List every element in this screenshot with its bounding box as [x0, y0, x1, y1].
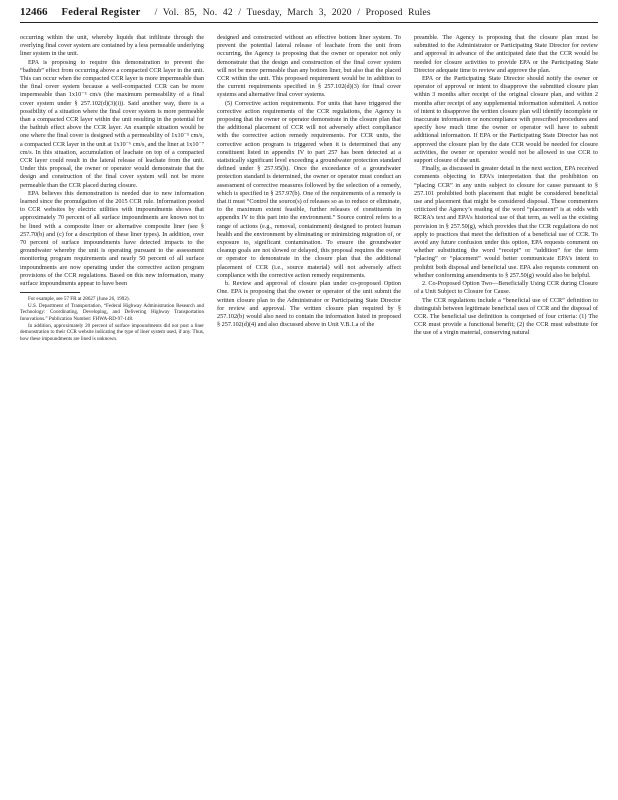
issue-info: / Vol. 85, No. 42 / Tuesday, March 3, 2020 / Proposed Rules: [154, 8, 431, 18]
paragraph: The CCR regulations include a “beneficial use of CCR” definition to distinguish between legitimate beneficial uses of CCR and the disposal of CCR. The beneficial use definition is comprised of four criteria: (1) The CCR must provide a functional benefit; (2) the CCR must substitute for the use of a virgin material, conserving natural: [414, 296, 598, 337]
footnote: U.S. Department of Transportation, “Federal Highway Administration Research and Technology: Coordinating, Developing, and Delivering Highway Transportation Innovations.” Publication Number: FHWA-RD-97-148.: [20, 302, 204, 323]
text-column-2: [217, 34, 401, 794]
text-column-3: [414, 34, 598, 794]
publication-title: Federal Register: [61, 7, 141, 18]
page-number: 12466: [20, 6, 48, 18]
page-header: [20, 6, 598, 23]
paragraph: occurring within the unit, whereby liquids that infiltrate through the overlying final cover system are contained by a less permeable underlying liner system in the unit.: [20, 34, 204, 58]
footnote-divider: [20, 292, 80, 293]
paragraph: (5) Corrective action requirements. For units that have triggered the corrective action requirements of the CCR regulations, the Agency is proposing that the owner or operator demonstrate in the closure plan that the additional placement of CCR will not adversely affect compliance with the corrective action remedy requirements. For CCR units, the corrective action program is triggered when it is determined that any constituent listed in appendix IV to part 257 has been detected at a statistically significant level exceeding a groundwater protection standard defined under § 257.95(h). Once the exceedance of a groundwater protection standard is determined, the owner or operator must conduct an assessment of corrective measures followed by the selection of a remedy, which is specified in § 257.97(b). One of the requirements of a remedy is that it must “Control the source(s) of releases so as to reduce or eliminate, to the maximum extent feasible, further releases of constituents in appendix IV to this part into the environment.” Source control refers to a range of actions (e.g., removal, containment) designed to protect human health and the environment by eliminating or minimizing migration of, or exposure to, significant contamination. To ensure the groundwater cleanup goals are not slowed or delayed, this proposal requires the owner or operator to demonstrate in the closure plan that the additional placement of CCR (i.e., source material) will not adversely affect compliance with the corrective action remedy requirements.: [217, 99, 401, 279]
paragraph: b. Review and approval of closure plan under co-proposed Option One. EPA is proposing that the owner or operator of the unit submit the written closure plan to the Administrator or Participating State Director for review and approval. The written closure plan required by § 257.102(b) would also need to contain the information listed in proposed § 257.102(d)(4) and also discussed above in Unit V.B.1.a of the: [217, 280, 401, 329]
paragraph: preamble. The Agency is proposing that the closure plan must be submitted to the Administrator or Participating State Director for review and approval in advance of the anticipated date that the CCR would be needed for closure activities to provide EPA or the Participating State Director adequate time to review and approve the plan.: [414, 34, 598, 74]
paragraph: EPA believes this demonstration is needed due to new information learned since the promulgation of the 2015 CCR rule. Information posted to CCR websites by electric utilities with impoundments shows that approximately 70 percent of all surface impoundments are known not to be lined with a composite liner or alternative composite liner (see § 257.70(b) and (c) for a description of these liner types). In addition, over 70 percent of surface impoundments have detected impacts to the groundwater whereby the unit is operating pursuant to the assessment monitoring program requirements and nearly 50 percent of all surface impoundments are now operating under the corrective action program provisions of the CCR regulations. Based on this new information, many surface impoundments appear to have been: [20, 189, 204, 288]
footnote: In addition, approximately 20 percent of surface impoundments did not post a liner demonstration to their CCR website indicating the type of liner system used, if any. Thus, how these impoundments are lined is unknown.: [20, 322, 204, 342]
section-heading: 2. Co-Proposed Option Two—Beneficially Using CCR during Closure of a Unit Subject to Closure for Cause.: [414, 280, 598, 296]
paragraph: EPA or the Participating State Director should notify the owner or operator of approval or intent to disapprove the submitted closure plan within 3 months after receipt of the original closure plan, and within 2 months after receipt of any supplemental information submitted. A notice of intent to disapprove the written closure plan will identify incomplete or inaccurate information or noncompliance with prescribed procedures and specify how much time the owner or operator will have to submit additional information. If EPA or the Participating State Director has not approved the closure plan by the date CCR would be needed for closure activities, the owner or operator would not be allowed to use CCR to support closure of the unit.: [414, 75, 598, 165]
paragraph: designed and constructed without an effective bottom liner system. To prevent the potential lateral release of leachate from the unit from occurring, the Agency is proposing that the owner or operator not only demonstrate that the design and construction of the final cover system will not be more permeable than any bottom liner, but also that the placed CCR within the unit. This proposed requirement would be in addition to the current requirements specified in § 257.102(d)(3) for final cover systems and alternative final cover systems.: [217, 34, 401, 99]
footnote: For example, see 57 FR at 28627 (June 26, 1992).: [28, 296, 130, 303]
paragraph: EPA is proposing to require this demonstration to prevent the “bathtub” effect from occurring above a compacted CCR layer in the unit. This can occur when the compacted CCR layer is more impermeable than the final cover system because a well-compacted CCR can be more impermeable than 1x10⁻⁵ cm/s (the maximum permeability of a final cover system under § 257.102(d)(3)(i)). Said another way, there is a possibility of a situation where the final cover system is more permeable than a compacted CCR layer within the unit resulting in the potential for the bathtub effect above the CCR layer. An example situation would be one where the final cover is designed with a permeability of 1x10⁻⁵ cm/s, a compacted CCR layer in the unit at 1x10⁻⁶ cm/s, and the liner at 1x10⁻⁷ cm/s. In this situation, accumulation of leachate on top of a compacted CCR layer could result in the lateral release of leachate from the unit. Under this proposal, the owner or operator would demonstrate that the design and construction of the final cover system will not be more permeable than the CCR placed during closure.: [20, 58, 204, 189]
paragraph: Finally, as discussed in greater detail in the next section, EPA received comments objecting to EPA’s interpretation that the prohibition on “placing CCR” in any units subject to closure for cause pursuant to § 257.101 prohibited both placement that might be considered beneficial use and placement that might be considered disposal. These commenters criticized the Agency’s reading of the word “placement” is at odds with RCRA’s text and EPA’s historical use of that term, as well as the existing provision in § 257.50(g), which provides that the CCR regulations do not apply to practices that meet the definition of a beneficial use of CCR. To avoid any future confusion under this option, EPA requests comment on whether substituting the word “receipt” or “addition” for the term “placing” or “placement” would better communicate EPA’s intent to prohibit both disposal and beneficial use. EPA also requests comment on whether conforming amendments to § 257.50(g) would also be helpful.: [414, 165, 598, 279]
text-column-1: [20, 34, 204, 794]
